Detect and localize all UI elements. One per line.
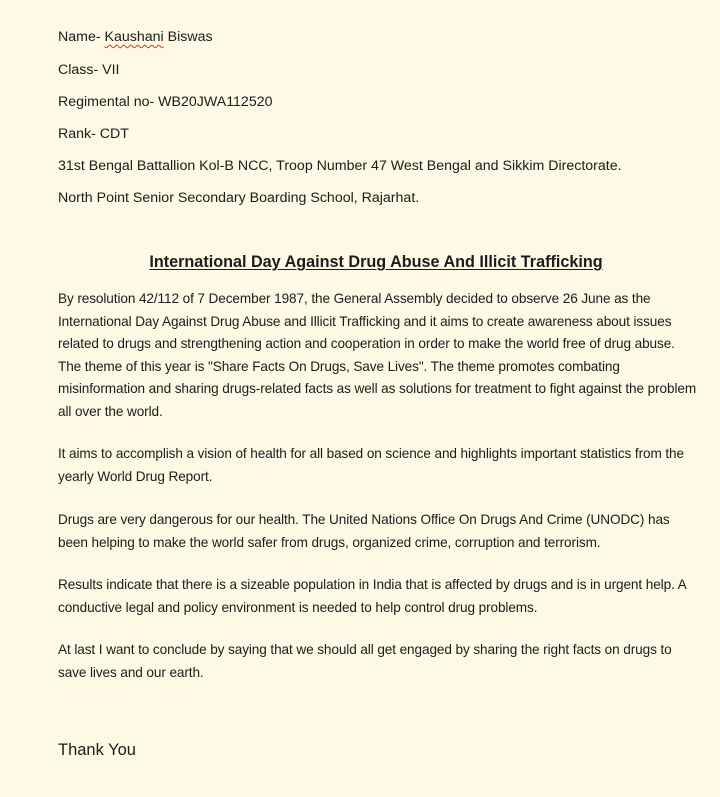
name-prefix: Name- [58,29,105,45]
regimental-number: Regimental no- WB20JWA112520 [58,94,273,110]
paragraph-4: Results indicate that there is a sizeable population in India that is affected by drugs and is in urgent help. A conductive legal and policy environment is needed to help control drug problems. [58,577,686,615]
paragraph-5: At last I want to conclude by saying that we should all get engaged by sharing the right facts on drugs to save lives and our earth. [58,642,672,680]
student-name [58,28,213,46]
school-name: North Point Senior Secondary Boarding School, Rajarhat. [58,190,420,206]
closing-thank-you: Thank You [58,741,136,759]
battalion-info: 31st Bengal Battallion Kol-B NCC, Troop Number 47 West Bengal and Sikkim Directorate. [58,158,622,174]
name-first: Kaushani [104,29,164,45]
paragraph-2: It aims to accomplish a vision of health for all based on science and highlights important statistics from the yearly World Drug Report. [58,446,684,484]
paragraph-3: Drugs are very dangerous for our health. The United Nations Office On Drugs And Crime (UNODC) has been helping to make the world safer from drugs, organized crime, corruption and terrorism. [58,512,670,550]
essay-title: International Day Against Drug Abuse And Illicit Trafficking [149,253,603,271]
student-class: Class- VII [58,62,120,78]
paragraph-1: By resolution 42/112 of 7 December 1987, the General Assembly decided to observe 26 June as the International Day Against Drug Abuse and Illicit Trafficking and it aims to create awareness about issues related to drugs and strengthening action and cooperation in order to make the world free of drug abuse. The theme of this year is "Share Facts On Drugs, Save Lives". The theme promotes combating misinformation and sharing drugs-related facts as well as solutions for treatment to fight against the problem all over the world. [58,291,697,419]
name-last: Biswas [163,29,213,45]
rank: Rank- CDT [58,126,129,142]
